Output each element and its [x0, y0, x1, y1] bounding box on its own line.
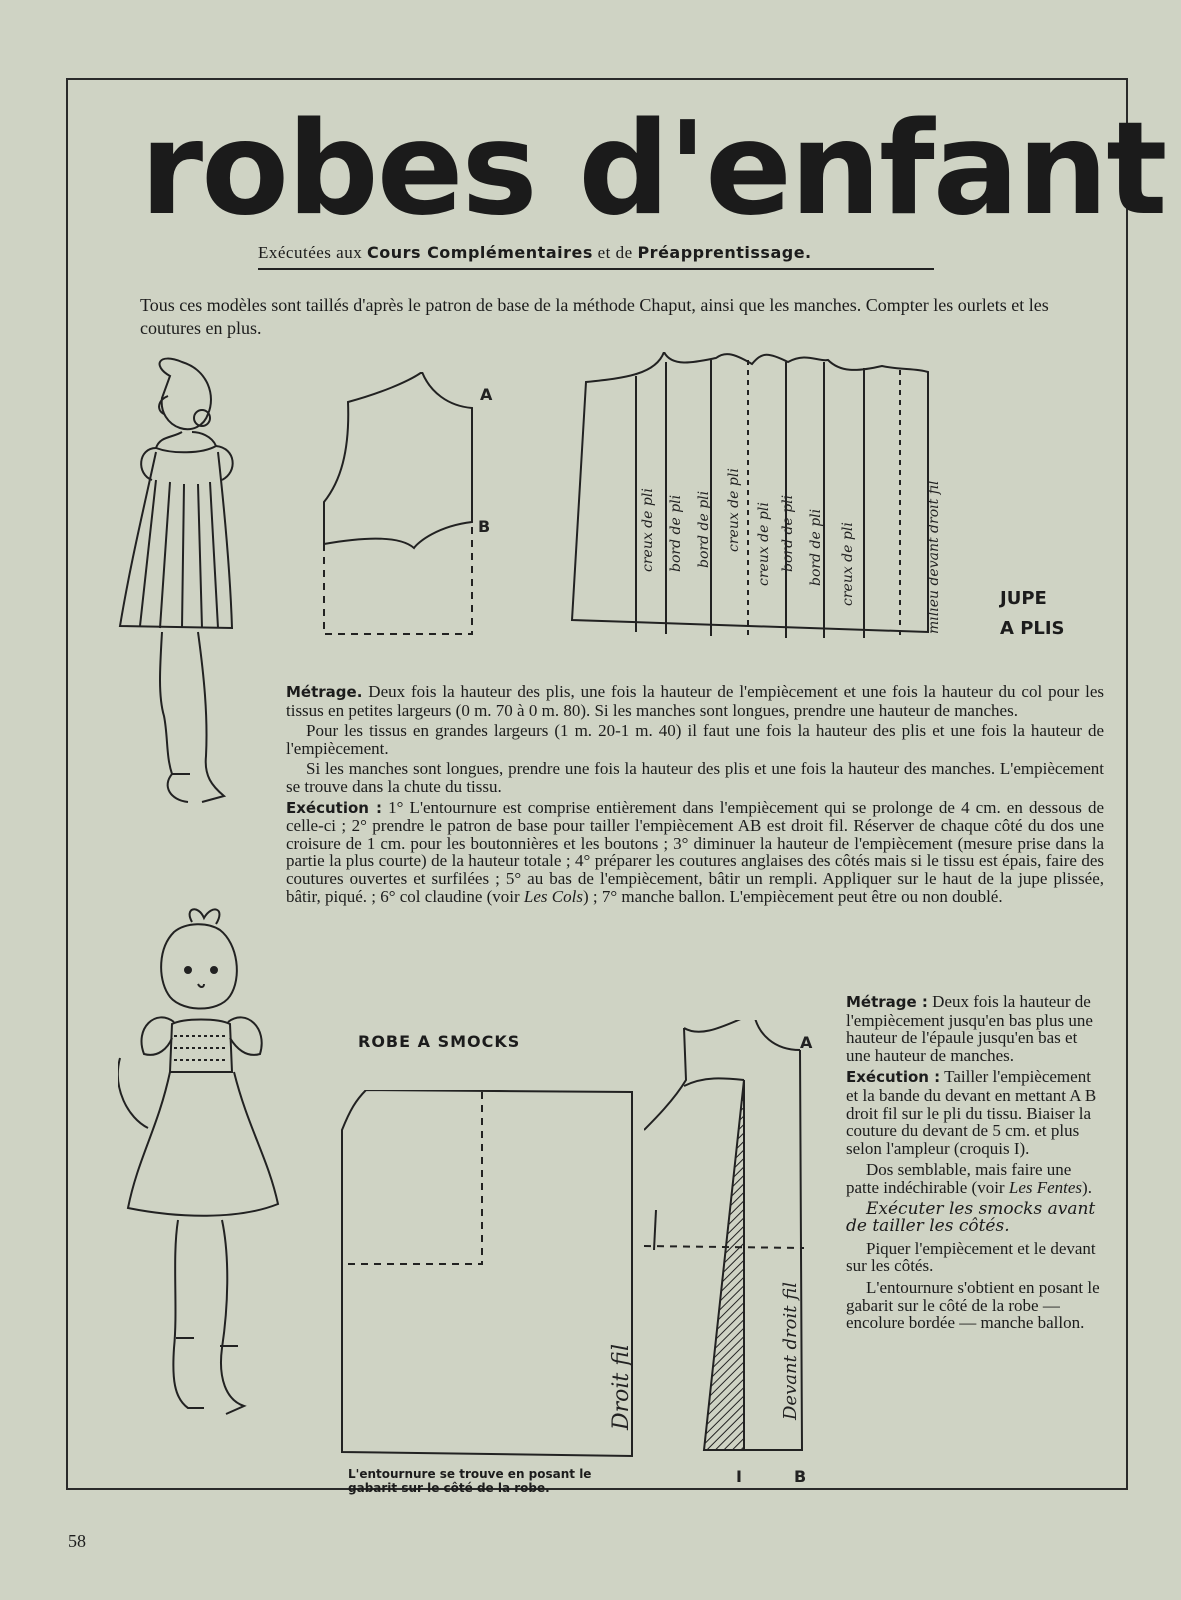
smock-bodice-pattern	[644, 1020, 844, 1495]
execution-text-1a: 1° L'entournure est comprise entièrement dans l'empiècement qui se prolonge de 4 cm. en dessous de celle-ci ; 2° prendre le patron de base pour tailler l'empiècement AB est droit fil. Réserver de chaque côté du dos une croisure de 1 cm. pour les boutonnières et les boutons ; 3° diminuer la hauteur de l'empiècement (mesure prise dans la partie la plus courte) de la hauteur totale ; 4° préparer les coutures anglaises des côtés mais si le tissu est épais, faire des coutures ouvertes et surfilées ; 5° au bas de l'empiècement, bâtir un rempli. Appliquer sur le haut de la jupe plissée, bâtir, piqué. ; 6° col claudine (voir	[286, 797, 1104, 906]
skirt-label-1: creux de pli	[640, 488, 656, 572]
girl-pleated-dress-illustration	[112, 356, 262, 826]
pattern1-point-a: A	[480, 385, 493, 404]
paragraph-manches-longues: Si les manches sont longues, prendre une fois la hauteur des plis et une fois la hauteur des manches. L'empiècement se trouve dans la chute du tissu.	[286, 759, 1104, 796]
execution-label-1: Exécution :	[286, 798, 383, 817]
jupe-label-line-2: A PLIS	[1000, 618, 1065, 639]
execution-italic-1: Les Cols	[523, 886, 583, 906]
page-title: robes d'enfant	[140, 95, 1166, 244]
skirt-label-7: bord de pli	[808, 508, 824, 586]
subtitle-middle: et de	[597, 243, 633, 262]
execution-label-2: Exécution :	[846, 1068, 941, 1087]
smocks-note: Exécuter les smocks avant de tailler les côtés.	[846, 1198, 1096, 1237]
pattern2-point-a: A	[800, 1033, 813, 1052]
subtitle-prefix: Exécutées aux	[258, 243, 363, 262]
piquer-text: Piquer l'empiècement et le devant sur les côtés.	[846, 1238, 1096, 1276]
paragraph-grandes-largeurs: Pour les tissus en grandes largeurs (1 m. 20-1 m. 40) il faut une fois la hauteur des plis et une fois la hauteur de l'empiècement.	[286, 721, 1104, 758]
dos-text: Dos semblable, mais faire une patte indéchirable (voir	[846, 1160, 1072, 1197]
section2-text	[846, 993, 1104, 1336]
metrage-text-1: Deux fois la hauteur des plis, une fois la hauteur de l'empiècement et une fois la hauteur du col pour les tissus en petites largeurs (0 m. 70 à 0 m. 80). Si les manches sont longues, prendre une hauteur de manches.	[286, 682, 1105, 720]
skirt-label-9: milieu devant droit fil	[926, 480, 942, 634]
pattern2-point-b: B	[794, 1467, 807, 1486]
metrage-label-1: Métrage.	[286, 683, 363, 701]
subtitle-underline	[258, 268, 934, 270]
dos-italic: Les Fentes	[1008, 1177, 1083, 1197]
skirt-label-6: bord de pli	[780, 494, 796, 572]
skirt-label-4: creux de pli	[726, 468, 742, 552]
bodice-pattern-1	[318, 372, 498, 647]
metrage-label-2: Métrage :	[846, 993, 928, 1011]
page-number: 58	[68, 1531, 86, 1551]
pattern1-point-b: B	[478, 517, 491, 536]
jupe-a-plis-label	[1000, 584, 1090, 644]
figure-caption: L'entournure se trouve en posant le gabarit sur le côté de la robe.	[348, 1467, 592, 1495]
droit-fil-label: Droit fil	[609, 1344, 634, 1430]
skirt-label-8: creux de pli	[840, 522, 856, 606]
robe-a-smocks-title: ROBE A SMOCKS	[358, 1032, 521, 1051]
execution-text-1b: ) ; 7° manche ballon. L'empiècement peut être ou non doublé.	[582, 886, 1003, 906]
dos-text-end: ).	[1082, 1177, 1092, 1197]
execution-text-2: Tailler l'empiècement et la bande du devant en mettant A B droit fil sur le pli du tissu. Biaiser la couture du devant de 5 cm. et plus selon l'ampleur (croquis I).	[846, 1067, 1097, 1158]
skirt-label-5: creux de pli	[756, 502, 772, 586]
section1-text	[286, 683, 1104, 908]
entournure-text: L'entournure s'obtient en posant le gabarit sur le côté de la robe — encolure bordée — manche ballon.	[846, 1277, 1100, 1333]
pleated-skirt-pattern	[556, 352, 968, 657]
subtitle	[258, 243, 812, 263]
smock-front-pattern	[336, 1090, 636, 1460]
subtitle-strong-1: Cours Complémentaires	[366, 243, 593, 262]
girl-smock-dress-illustration	[118, 908, 288, 1428]
metrage-text-2: Deux fois la hauteur de l'empiècement jusqu'en bas plus une hauteur de l'épaule jusqu'en bas et une hauteur de manches.	[846, 992, 1093, 1065]
devant-droit-fil-label: Devant droit fil	[780, 1282, 801, 1420]
pattern2-point-i: I	[736, 1467, 742, 1486]
intro-text: Tous ces modèles sont taillés d'après le patron de base de la méthode Chaput, ainsi que les manches. Compter les ourlets et les coutures en plus.	[140, 295, 1049, 338]
subtitle-strong-2: Préapprentissage.	[637, 243, 812, 262]
skirt-label-3: bord de pli	[696, 490, 712, 568]
skirt-label-2: bord de pli	[668, 494, 684, 572]
jupe-label-line-1: JUPE	[1000, 588, 1047, 609]
